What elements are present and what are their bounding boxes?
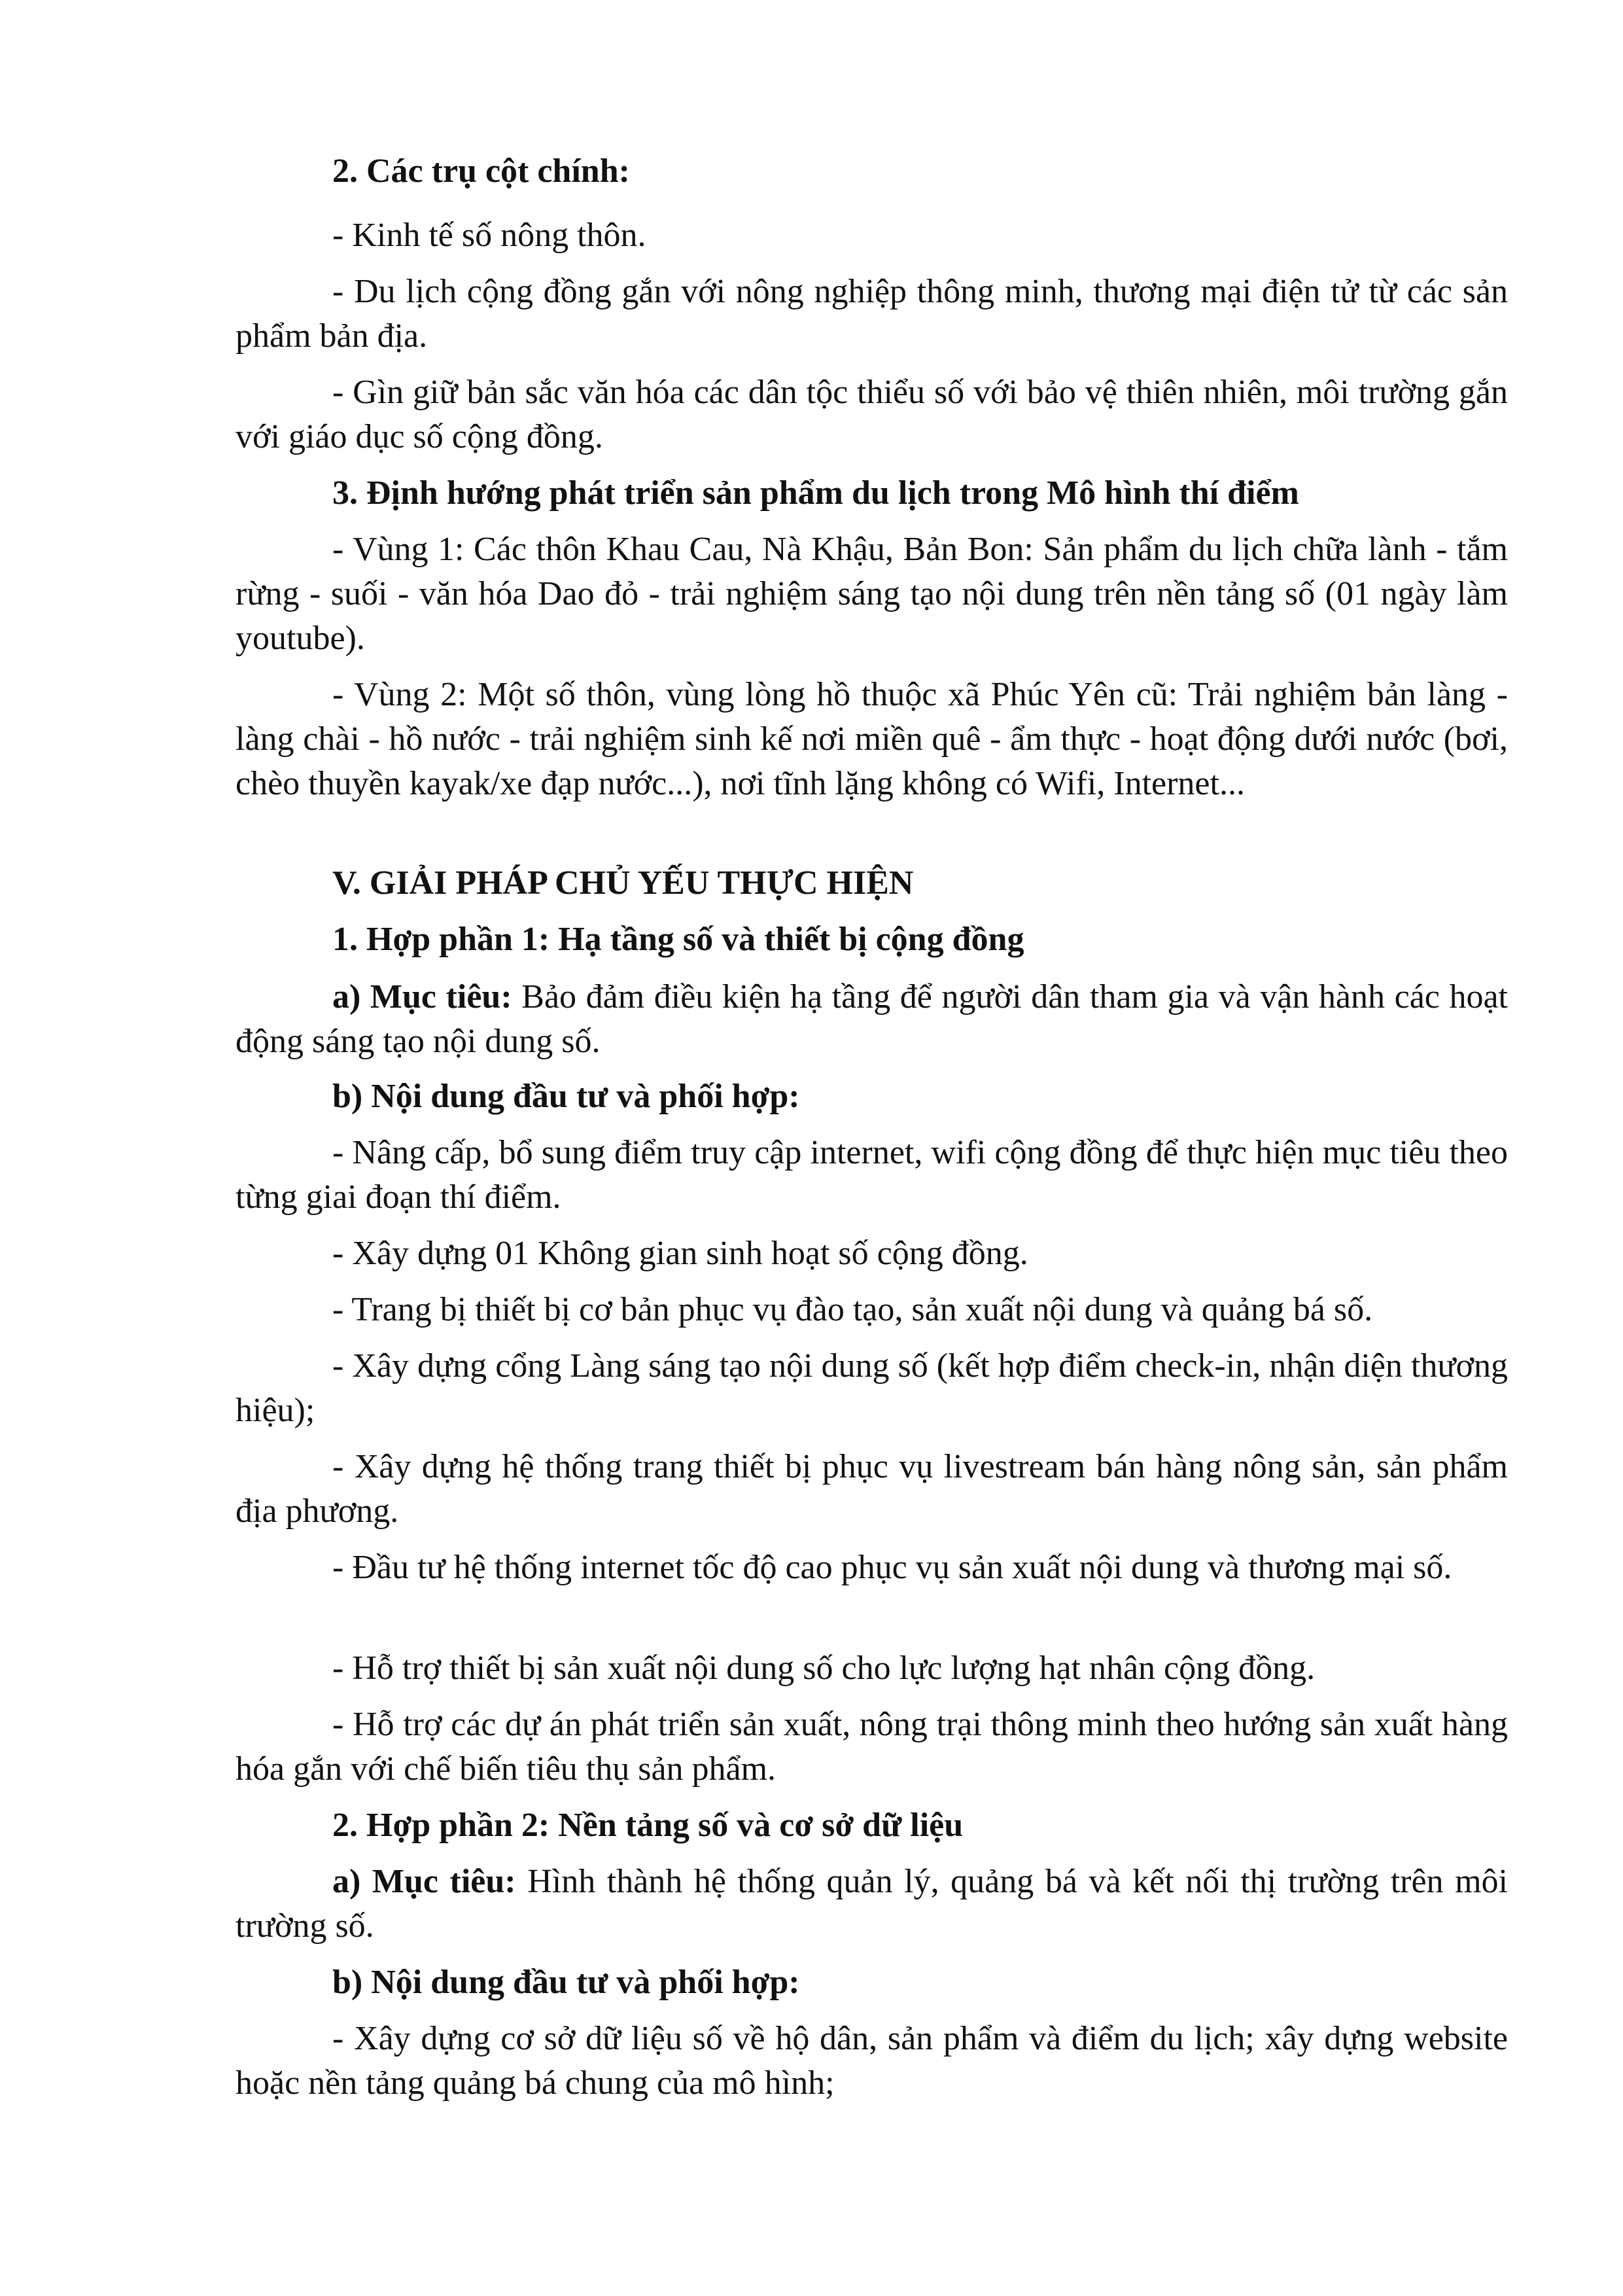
objective-label: a) Mục tiêu: xyxy=(332,1863,516,1900)
investment-item: - Trang bị thiết bị cơ bản phục vụ đào tạo, sản xuất nội dung và quảng bá số. xyxy=(332,1291,1373,1328)
zone-item: - Vùng 2: Một số thôn, vùng lòng hồ thuộc xã Phúc Yên cũ: Trải nghiệm bản làng - làng chài - hồ nước - trải nghiệm sinh kế nơi miền quê - ẩm thực - hoạt động dưới nước (bơi, chèo thuyền kayak/xe đạp nước...), nơi tĩnh lặng không có Wifi, Internet... xyxy=(236,676,1508,802)
objective-paragraph xyxy=(236,975,1508,1064)
objective-text: Bảo đảm điều kiện hạ tầng để người dân tham gia và vận hành các hoạt động sáng tạo nội dung số. xyxy=(236,978,1508,1060)
objective-paragraph xyxy=(236,1860,1508,1949)
investment-item: - Xây dựng 01 Không gian sinh hoạt số cộng đồng. xyxy=(332,1235,1028,1272)
investment-item: - Nâng cấp, bổ sung điểm truy cập internet, wifi cộng đồng để thực hiện mục tiêu theo từng giai đoạn thí điểm. xyxy=(236,1134,1508,1216)
pillar-item: - Gìn giữ bản sắc văn hóa các dân tộc thiểu số với bảo vệ thiên nhiên, môi trường gắn với giáo dục số cộng đồng. xyxy=(236,374,1508,455)
investment-item: - Xây dựng cơ sở dữ liệu số về hộ dân, sản phẩm và điểm du lịch; xây dựng website hoặc nền tảng quảng bá chung của mô hình; xyxy=(236,2020,1508,2102)
investment-item: - Xây dựng cổng Làng sáng tạo nội dung số (kết hợp điểm check-in, nhận diện thương hiệu); xyxy=(236,1347,1508,1429)
section-heading: 2. Các trụ cột chính: xyxy=(332,152,630,190)
investment-item: - Hỗ trợ thiết bị sản xuất nội dung số cho lực lượng hạt nhân cộng đồng. xyxy=(332,1650,1316,1687)
investment-item: - Xây dựng hệ thống trang thiết bị phục vụ livestream bán hàng nông sản, sản phẩm địa phương. xyxy=(236,1448,1508,1530)
pillar-item: - Du lịch cộng đồng gắn với nông nghiệp thông minh, thương mại điện tử từ các sản phẩm bản địa. xyxy=(236,273,1508,355)
objective-text: Hình thành hệ thống quản lý, quảng bá và kết nối thị trường trên môi trường số. xyxy=(236,1863,1509,1945)
section-heading: 3. Định hướng phát triển sản phẩm du lịch trong Mô hình thí điểm xyxy=(332,474,1299,512)
investment-item: - Đầu tư hệ thống internet tốc độ cao phục vụ sản xuất nội dung và thương mại số. xyxy=(332,1549,1452,1586)
chapter-heading: V. GIẢI PHÁP CHỦ YẾU THỰC HIỆN xyxy=(332,864,914,902)
pillar-item: - Kinh tế số nông thôn. xyxy=(332,217,646,254)
component-heading: 1. Hợp phần 1: Hạ tầng số và thiết bị cộng đồng xyxy=(332,921,1024,958)
component-heading: 2. Hợp phần 2: Nền tảng số và cơ sở dữ liệu xyxy=(332,1807,964,1844)
zone-item: - Vùng 1: Các thôn Khau Cau, Nà Khậu, Bản Bon: Sản phẩm du lịch chữa lành - tắm rừng - suối - văn hóa Dao đỏ - trải nghiệm sáng tạo nội dung trên nền tảng số (01 ngày làm youtube). xyxy=(236,531,1508,657)
objective-label: a) Mục tiêu: xyxy=(332,978,512,1016)
investment-item: - Hỗ trợ các dự án phát triển sản xuất, nông trại thông minh theo hướng sản xuất hàng hóa gắn với chế biến tiêu thụ sản phẩm. xyxy=(236,1706,1508,1788)
content-heading: b) Nội dung đầu tư và phối hợp: xyxy=(332,1078,800,1115)
content-heading: b) Nội dung đầu tư và phối hợp: xyxy=(332,1964,800,2001)
